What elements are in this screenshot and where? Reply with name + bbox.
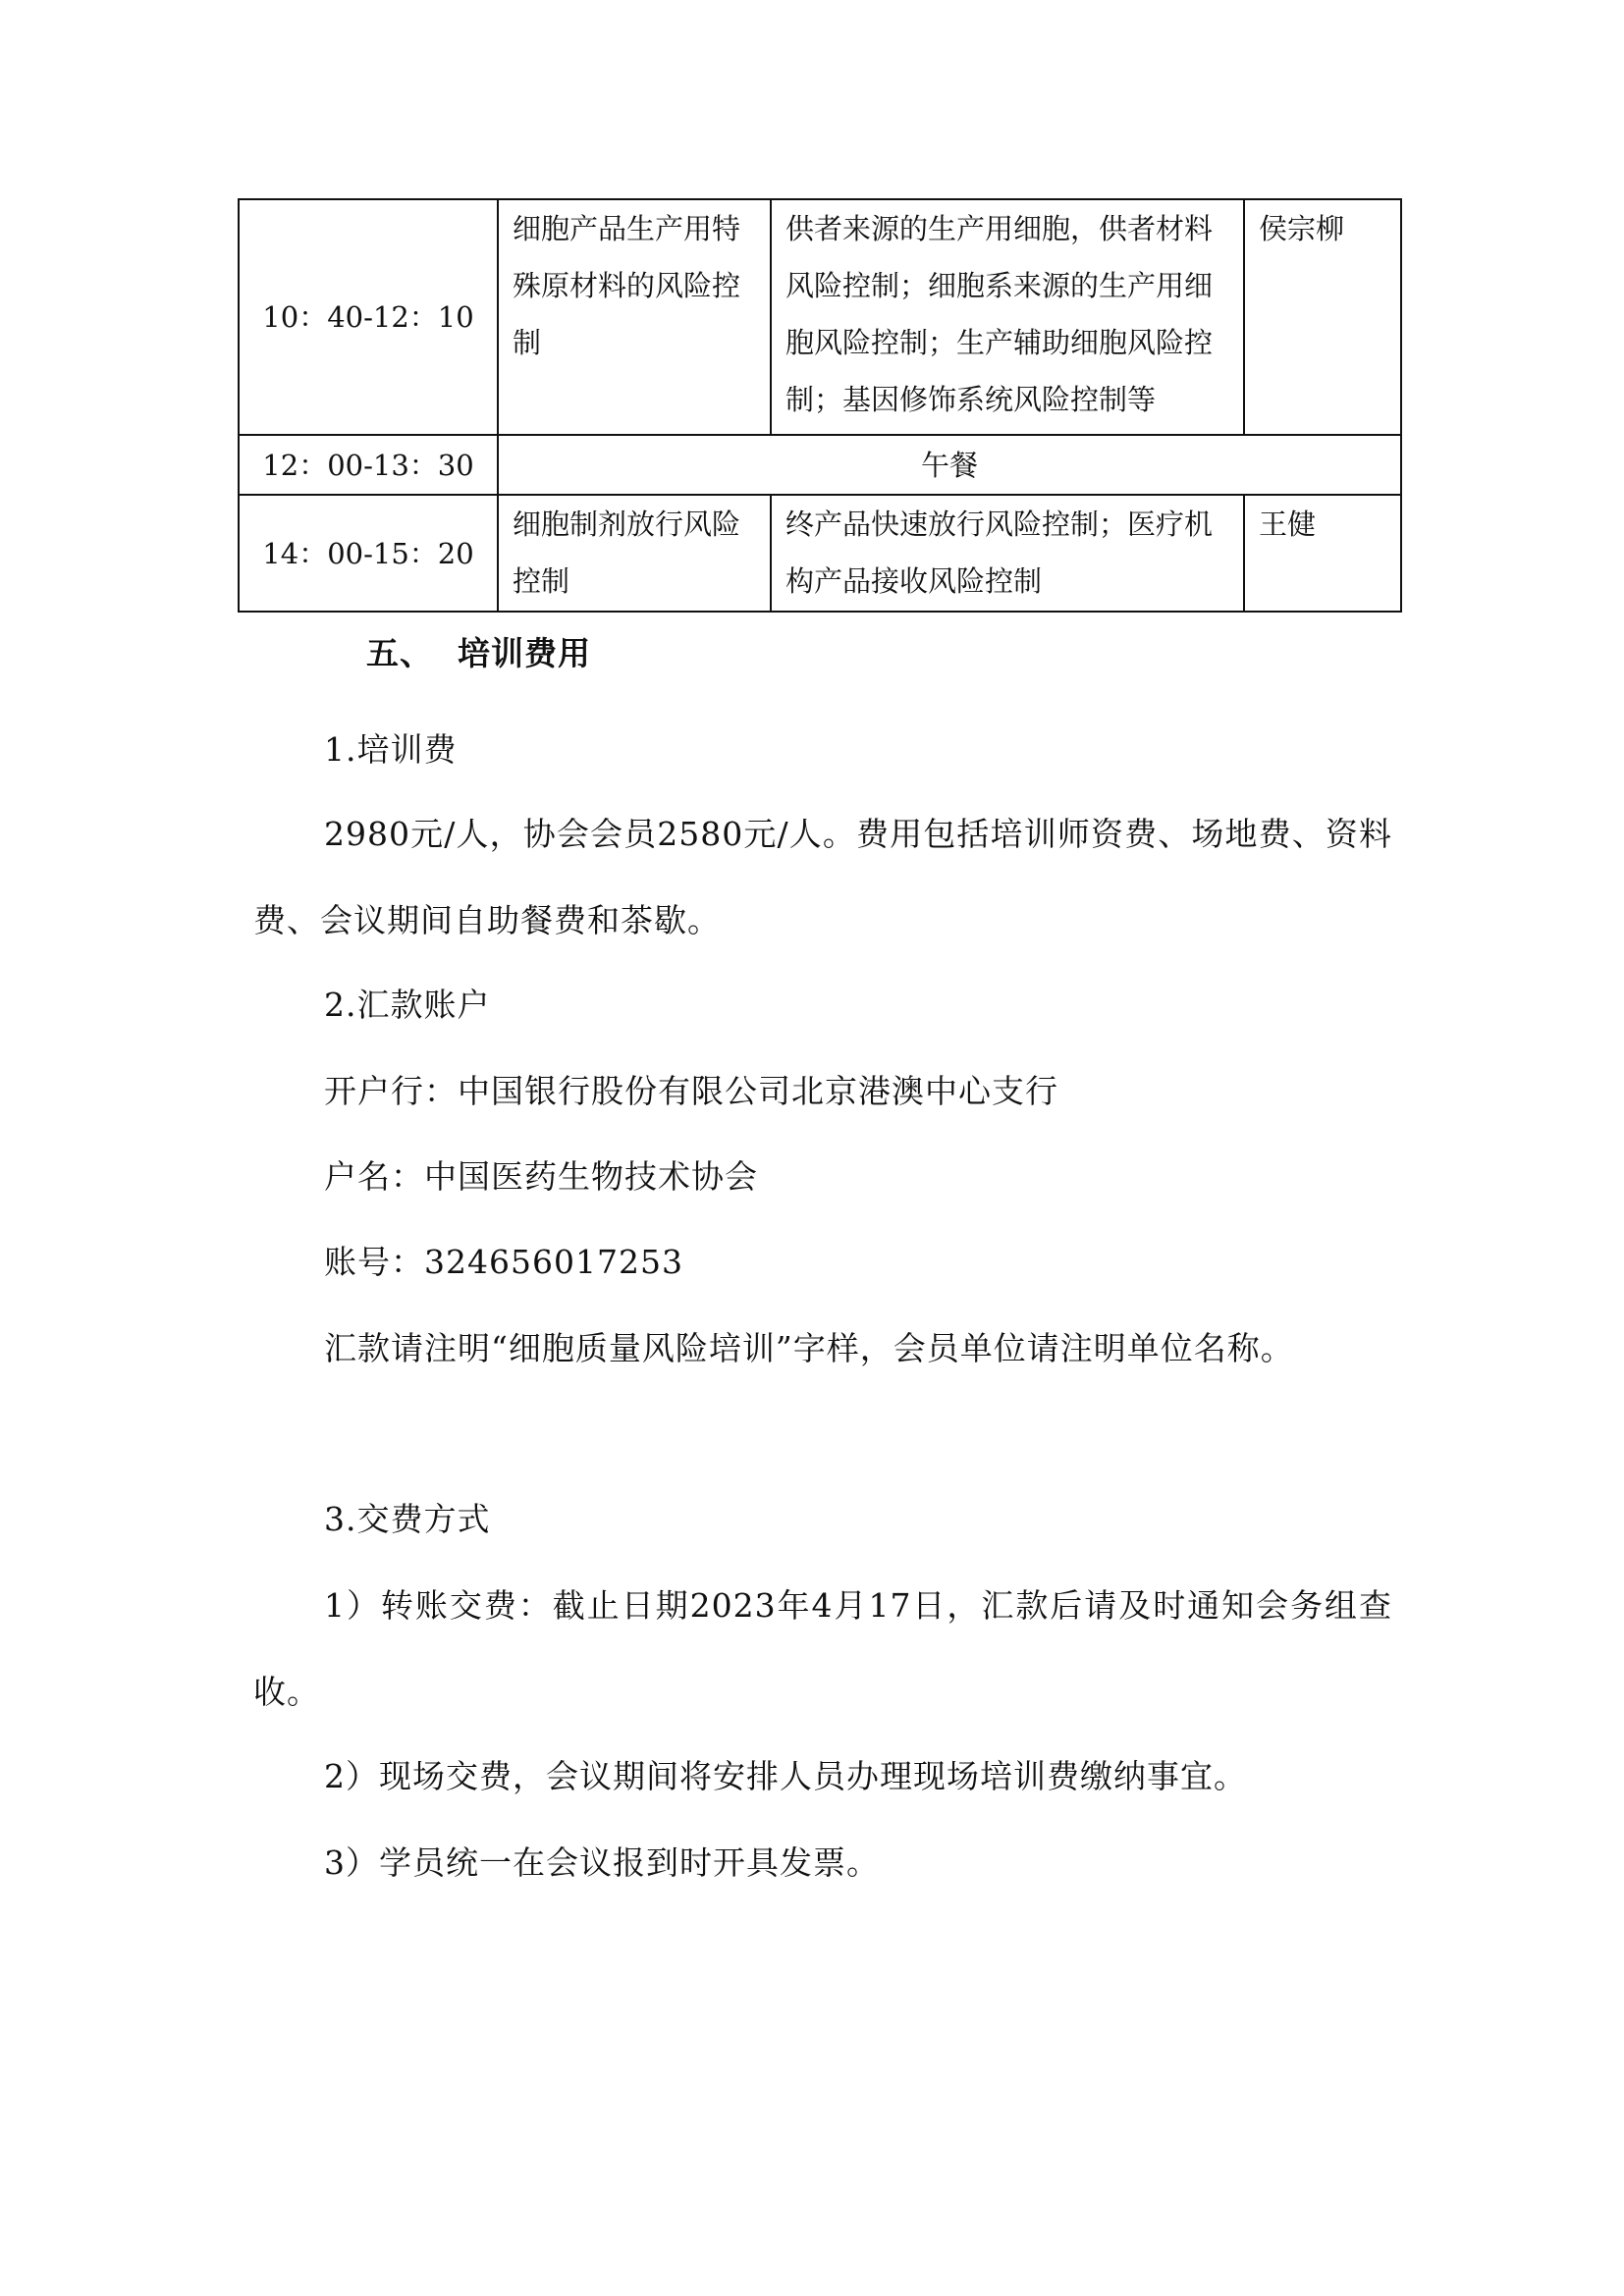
table-row <box>239 495 1401 612</box>
payment-item-1: 1）转账交费：截止日期2023年4月17日，汇款后请及时通知会务组查收。 <box>253 1586 1392 1711</box>
payment-item-2: 2）现场交费，会议期间将安排人员办理现场培训费缴纳事宜。 <box>324 1757 1247 1795</box>
topic-cell: 细胞制剂放行风险控制 <box>498 495 771 612</box>
remit-note: 汇款请注明“细胞质量风险培训”字样，会员单位请注明单位名称。 <box>324 1329 1294 1367</box>
account-number: 账号：324656017253 <box>324 1243 683 1281</box>
payment-title: 3.交费方式 <box>324 1500 491 1538</box>
topic-cell: 细胞产品生产用特殊原材料的风险控制 <box>498 199 771 435</box>
bank-name: 开户行：中国银行股份有限公司北京港澳中心支行 <box>324 1072 1058 1110</box>
time-cell: 14：00-15：20 <box>239 495 498 612</box>
payment-item-3: 3）学员统一在会议报到时开具发票。 <box>324 1843 880 1882</box>
fee-text: 2980元/人，协会会员2580元/人。费用包括培训师资费、场地费、资料费、会议期间自助餐费和茶歇。 <box>253 815 1392 939</box>
lunch-cell: 午餐 <box>498 435 1401 495</box>
schedule-table <box>238 198 1402 613</box>
section-heading: 五、 培训费用 <box>366 634 591 672</box>
account-title: 2.汇款账户 <box>324 986 491 1024</box>
time-cell: 12：00-13：30 <box>239 435 498 495</box>
table-row <box>239 199 1401 435</box>
fee-title: 1.培训费 <box>324 730 458 769</box>
speaker-cell: 侯宗柳 <box>1244 199 1401 435</box>
speaker-cell: 王健 <box>1244 495 1401 612</box>
content-cell: 供者来源的生产用细胞，供者材料风险控制；细胞系来源的生产用细胞风险控制；生产辅助细胞风险控制；基因修饰系统风险控制等 <box>771 199 1244 435</box>
content-cell: 终产品快速放行风险控制；医疗机构产品接收风险控制 <box>771 495 1244 612</box>
account-name: 户名：中国医药生物技术协会 <box>324 1157 758 1196</box>
table-row <box>239 435 1401 495</box>
time-cell: 10：40-12：10 <box>239 199 498 435</box>
